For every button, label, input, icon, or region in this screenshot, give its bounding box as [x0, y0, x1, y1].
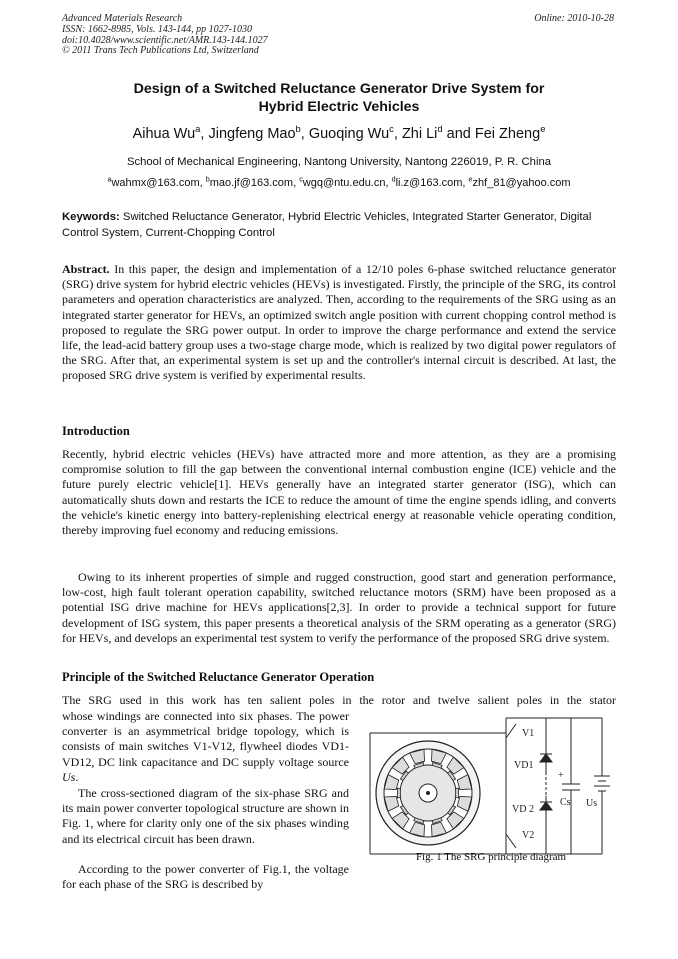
- title-line-2: Hybrid Electric Vehicles: [258, 99, 420, 115]
- title-line-1: Design of a Switched Reluctance Generator Drive System for: [133, 81, 545, 97]
- intro-paragraph-1: Recently, hybrid electric vehicles (HEVs) have attracted more and more attention, as they are a promising compromise solution to fill the gap between the conventional internal combustion engine (ICE) vehicle and the future purely electric vehicle[1]. HEVs generally have an integrated starter generator (ISG), which can automatically shuts down and restarts the ICE to reduce the amount of time the engine spends idling, and converts the vehicle's kinetic energy into battery-replenishing electrical energy at reasonable vehicle operating condition, thereby improving fuel economy and reducing emissions.: [62, 447, 616, 538]
- paper-title: [62, 80, 616, 116]
- abstract-label: Abstract.: [62, 262, 110, 276]
- figure-caption: Fig. 1 The SRG principle diagram: [415, 851, 567, 863]
- keywords-label: Keywords:: [62, 211, 120, 223]
- author-list: [62, 123, 616, 142]
- keywords: [62, 209, 616, 241]
- author: Aihua Wu$^a$,: [132, 123, 209, 142]
- label-cs: Cs: [560, 797, 571, 808]
- copyright-line: © 2011 Trans Tech Publications Ltd, Switzerland: [62, 45, 259, 57]
- email[interactable]: $^b$mao.jf@163.com: [205, 175, 294, 189]
- rotor-pole: [397, 788, 400, 798]
- abstract: [62, 262, 616, 384]
- principle-paragraph-2: The cross-sectioned diagram of the six-phase SRG and its main power converter topological structure are shown in Fig. 1, where for clarity only one of the six phases winding and its electrical circuit has been drawn.: [62, 786, 349, 846]
- power-converter: [491, 718, 610, 854]
- email[interactable]: $^d$li.z@163.com: [391, 175, 463, 189]
- journal-name: Advanced Materials Research: [62, 13, 183, 24]
- label-v1: V1: [522, 728, 535, 739]
- label-vd2: VD 2: [512, 804, 534, 815]
- srg-machine-crosssection: [370, 733, 491, 854]
- rotor-pole: [456, 788, 459, 798]
- abstract-text: In this paper, the design and implementation of a 12/10 poles 6-phase switched reluctance generator (SRG) drive system for hybrid electric vehicles (HEVs) is investigated. Firstly, the principle of the SRG, its control parameters and operation characteristics are analyzed. Then, according to the requirements of the SRG using as an integrated starter generator for HEVs, an optimized switch angle position with current chopping control method is proposed to regulate the SRG power output. In order to improve the charge performance and extend the service life, the lead-acid battery group uses a two-stage charge mode, which is realized by two digital power regulators of the SRG. After that, an experimental system is set up and the controller's internal circuit is described. At last, the proposed SRG drive system is verified by experimental results.: [62, 262, 616, 383]
- srg-principle-diagram: [366, 714, 616, 859]
- label-vd1: VD1: [514, 760, 534, 771]
- author: Guoqing Wu$^c$,: [308, 123, 402, 142]
- principle-paragraph-3: According to the power converter of Fig.1, the voltage for each phase of the SRG is described by: [62, 862, 349, 892]
- doi-line: doi:10.4028/www.scientific.net/AMR.143-144.1027: [62, 34, 268, 46]
- author: Jingfeng Mao$^b$,: [208, 123, 309, 142]
- label-us: Us: [586, 798, 598, 809]
- principle-paragraph-1: whose windings are connected into six phases. The power converter is an asymmetrical bridge topology, which is consists of main switches V1-V12, flywheel diodes VD1-VD12, DC link capacitance and DC supply voltage source Us.: [62, 709, 349, 784]
- label-v2: V2: [522, 830, 535, 841]
- email[interactable]: $^c$wgq@ntu.edu.cn: [299, 175, 386, 189]
- principle-paragraph-1-line: The SRG used in this work has ten salient poles in the rotor and twelve salient poles in the stator: [62, 693, 616, 707]
- affiliation: School of Mechanical Engineering, Nantong University, Nantong 226019, P. R. China: [126, 156, 552, 168]
- section-heading-principle: Principle of the Switched Reluctance Generator Operation: [62, 670, 375, 684]
- label-plus: +: [558, 770, 564, 781]
- email[interactable]: $^e$zhf_81@yahoo.com: [468, 175, 571, 189]
- author-emails: $^a$wahmx@163.com, $^b$mao.jf@163.com, $^c$wgq@ntu.edu.cn, $^d$li.z@163.com, $^e$zhf_81@yahoo.com: [107, 175, 571, 189]
- author: Fei Zheng$^e$: [474, 123, 546, 142]
- keywords-text: Switched Reluctance Generator, Hybrid Electric Vehicles, Integrated Starter Generator, Digital Control System, Current-Chopping Control: [62, 211, 592, 239]
- author: Zhi Li$^d$ and: [401, 123, 475, 142]
- issn-line: ISSN: 1662-8985, Vols. 143-144, pp 1027-1030: [62, 23, 252, 35]
- journal-header: [62, 14, 268, 57]
- intro-paragraph-2: Owing to its inherent properties of simple and rugged construction, good start and generation performance, low-cost, high fault tolerant operation capability, switched reluctance motors (SRM) have been proposed as a potential ISG drive machine for HEVs applications[2,3]. In order to provide a technical support for future development of ISG system, this paper presents a theoretical analysis of the SRM operating as a generator (SRG) for HEVs, and develops an experimental test system to verify the performance of the proposed SRG drive system.: [62, 570, 616, 645]
- online-date: Online: 2010-10-28: [534, 13, 614, 24]
- section-heading-introduction: Introduction: [62, 424, 130, 438]
- email[interactable]: $^a$wahmx@163.com: [107, 175, 200, 189]
